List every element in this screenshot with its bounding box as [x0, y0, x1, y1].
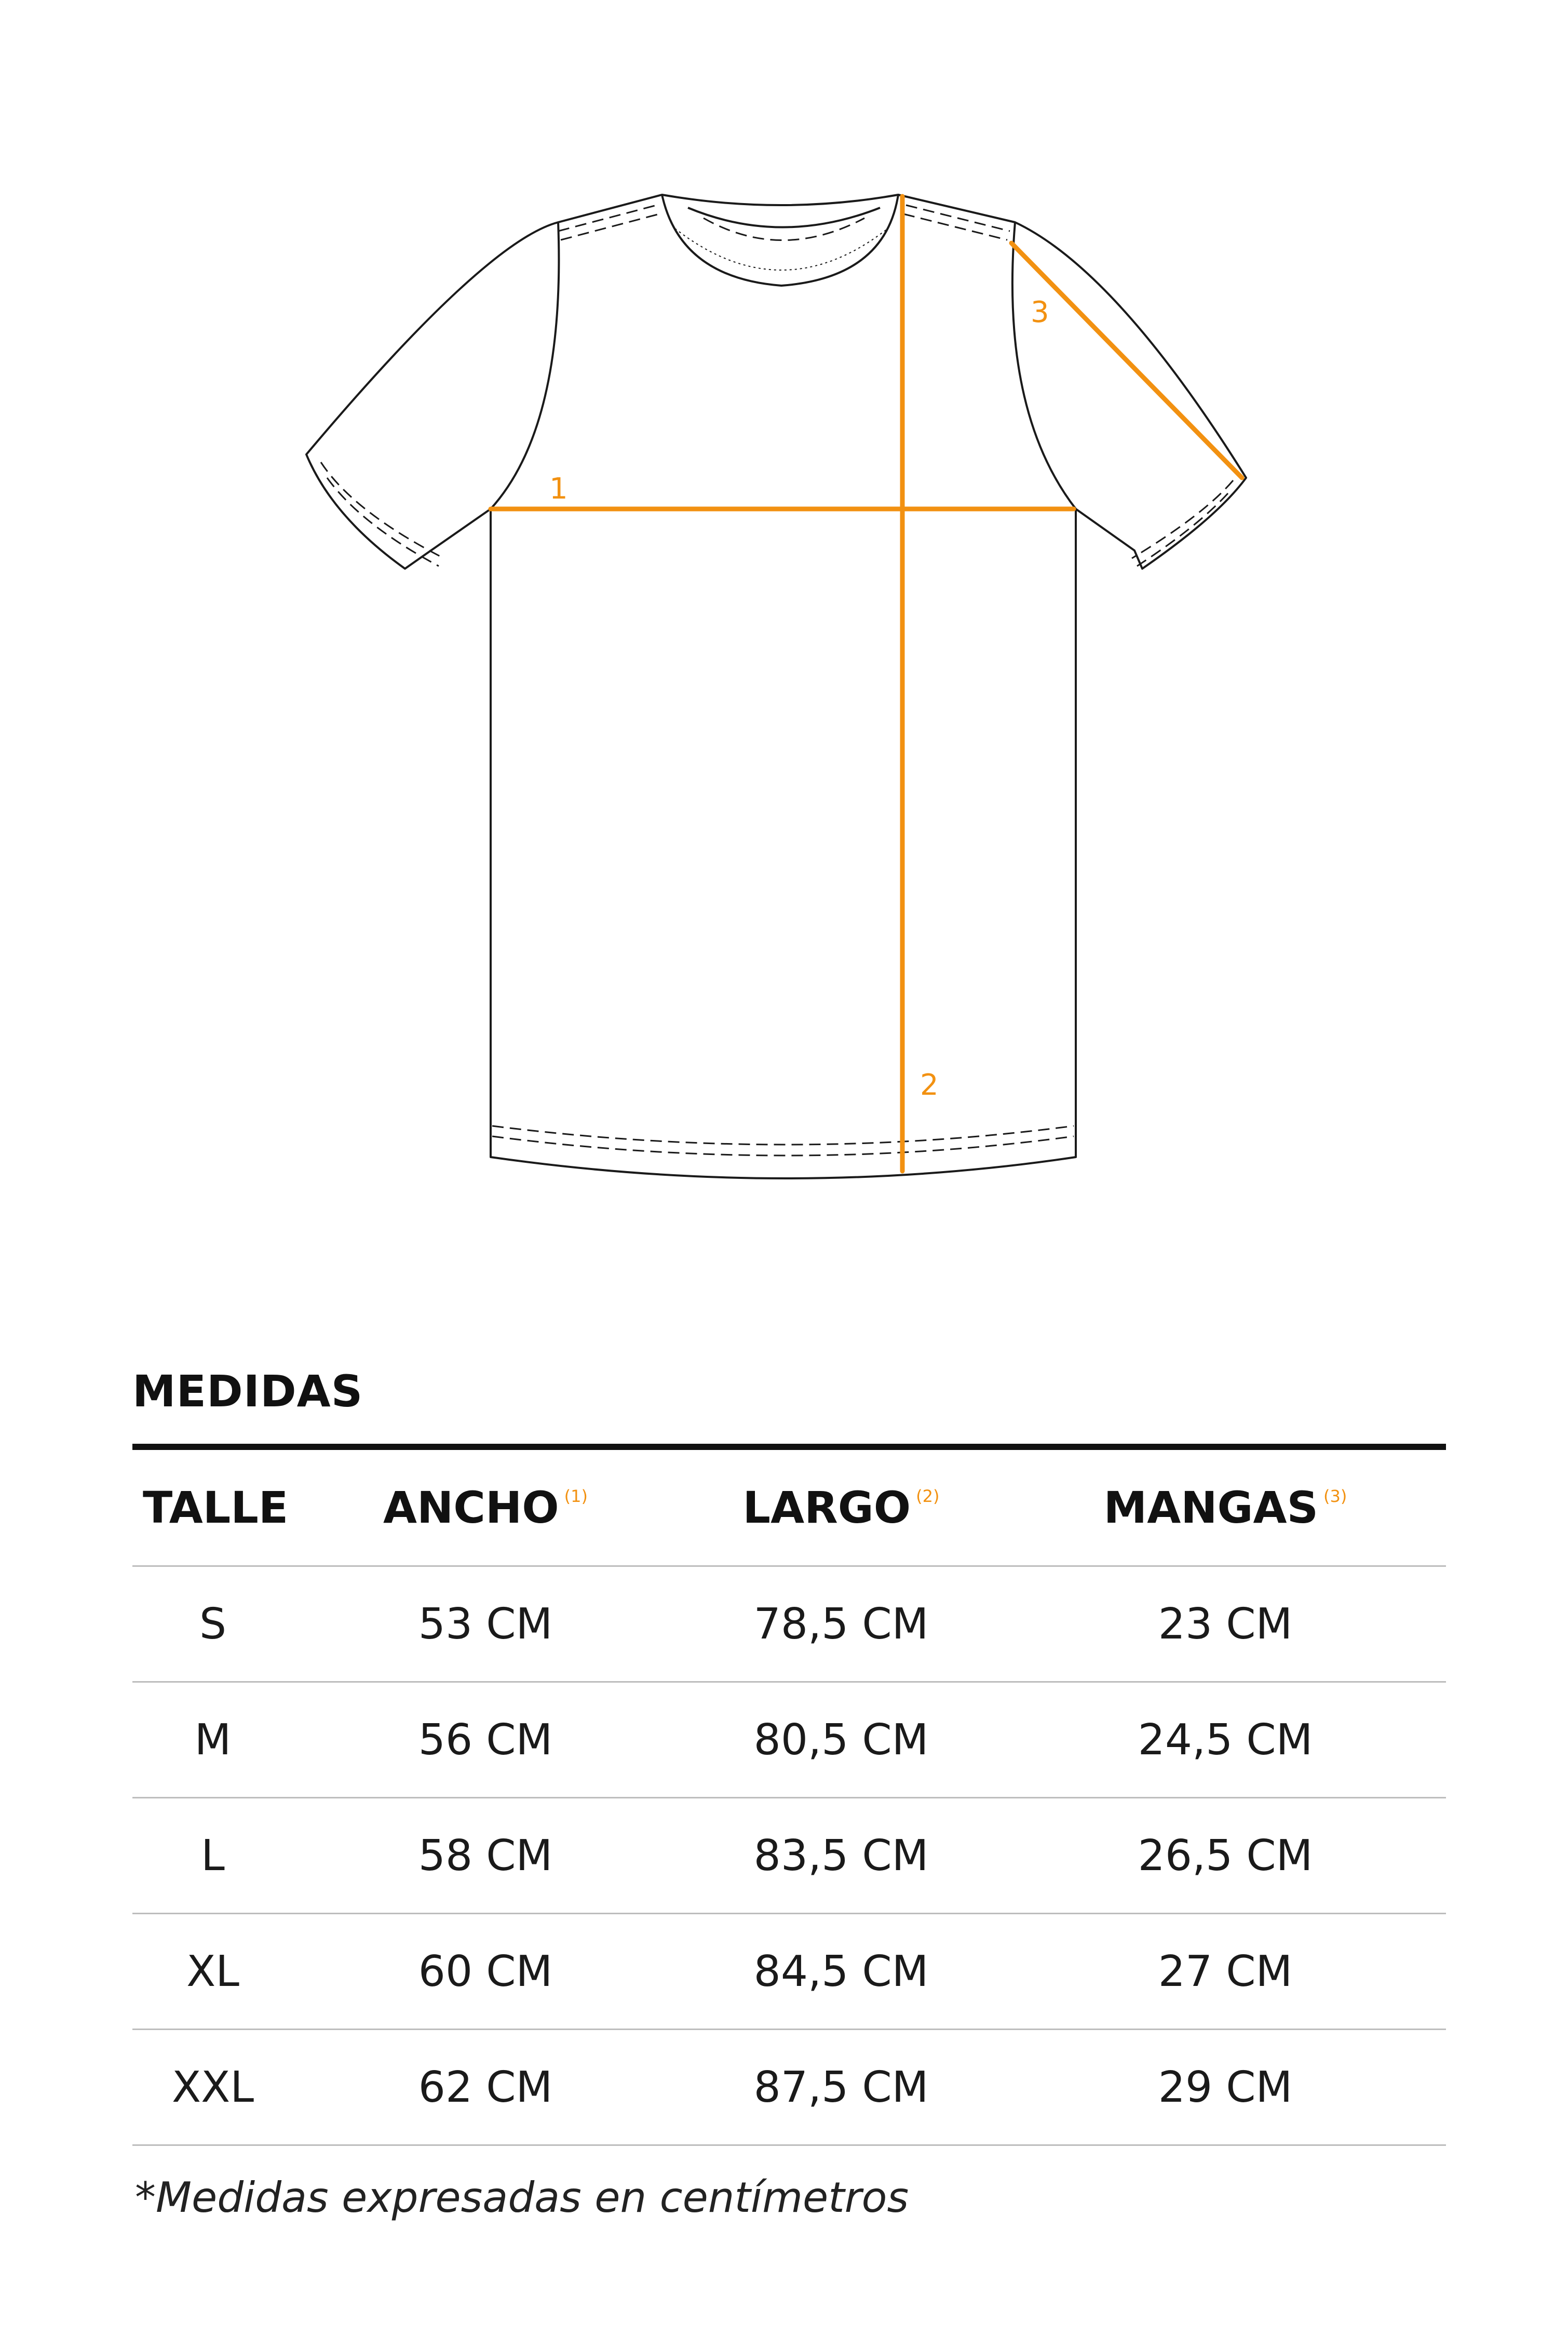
table-row: [132, 1914, 1446, 2030]
header-ancho: ANCHO $^{(1)}$: [293, 1450, 678, 1566]
size-table: [132, 1444, 1446, 2146]
footnote: *Medidas expresadas en centímetros: [135, 2173, 909, 2222]
cell-mangas: 24,5 CM: [1005, 1682, 1446, 1798]
section-title: MEDIDAS: [132, 1366, 363, 1417]
cell-largo: 83,5 CM: [678, 1798, 1005, 1914]
cell-mangas: 29 CM: [1005, 2030, 1446, 2145]
cell-ancho: 53 CM: [293, 1566, 678, 1682]
cell-largo: 78,5 CM: [678, 1566, 1005, 1682]
measure-label-3: 3: [1031, 296, 1049, 329]
cell-largo: 80,5 CM: [678, 1682, 1005, 1798]
cell-ancho: 58 CM: [293, 1798, 678, 1914]
note-mangas: (3): [1323, 1486, 1347, 1506]
cell-largo: 87,5 CM: [678, 2030, 1005, 2145]
tshirt-outline: [306, 195, 1246, 1178]
cell-ancho: 60 CM: [293, 1914, 678, 2030]
header-talle: TALLE: [132, 1450, 293, 1566]
cell-largo: 84,5 CM: [678, 1914, 1005, 2030]
measure-label-1: 1: [549, 472, 568, 506]
cell-mangas: 23 CM: [1005, 1566, 1446, 1682]
cell-mangas: 26,5 CM: [1005, 1798, 1446, 1914]
note-ancho: (1): [564, 1486, 588, 1506]
cell-ancho: 56 CM: [293, 1682, 678, 1798]
cell-size: M: [132, 1682, 293, 1798]
cell-size: L: [132, 1798, 293, 1914]
cell-mangas: 27 CM: [1005, 1914, 1446, 2030]
measure-label-2: 2: [920, 1068, 939, 1102]
cell-size: S: [132, 1566, 293, 1682]
table-row: [132, 1566, 1446, 1682]
table-row: [132, 1682, 1446, 1798]
header-mangas: MANGAS $^{(3)}$: [1005, 1450, 1446, 1566]
cell-size: XXL: [132, 2030, 293, 2145]
table-row: [132, 1798, 1446, 1914]
measurement-lines: [491, 196, 1242, 1171]
cell-ancho: 62 CM: [293, 2030, 678, 2145]
measure-line-sleeve: [1011, 243, 1242, 478]
header-largo: LARGO $^{(2)}$: [678, 1450, 1005, 1566]
table-header-row: [132, 1450, 1446, 1566]
note-largo: (2): [916, 1486, 940, 1506]
cell-size: XL: [132, 1914, 293, 2030]
table-top-rule: [132, 1444, 1446, 1450]
table-row: [132, 2030, 1446, 2145]
